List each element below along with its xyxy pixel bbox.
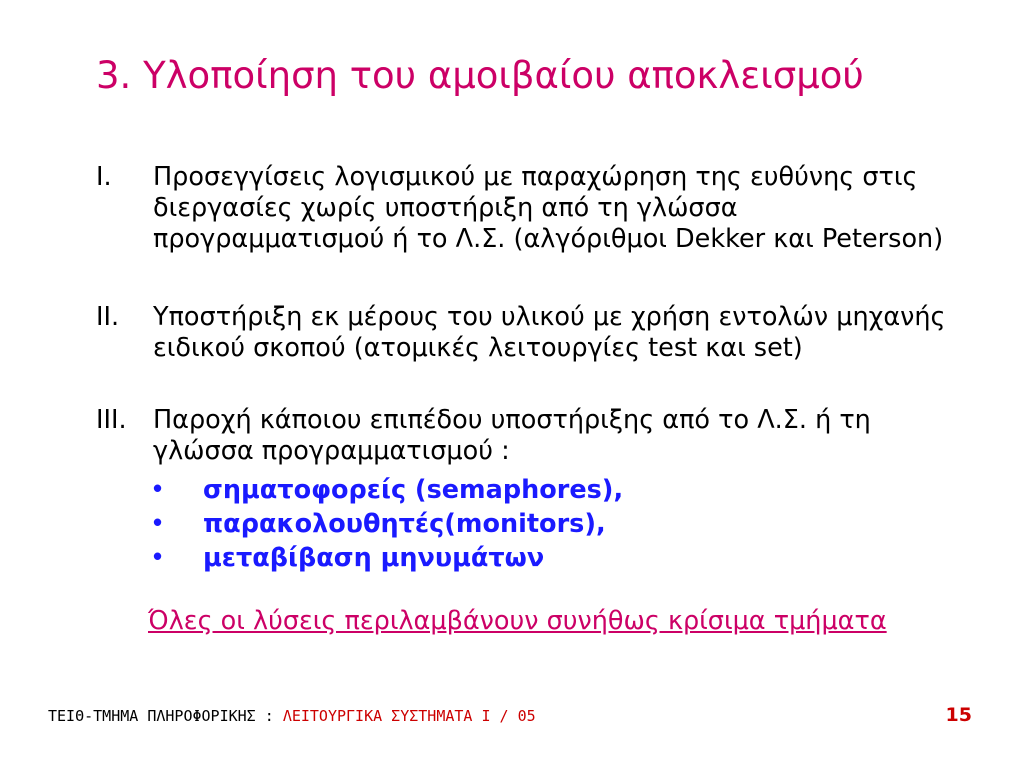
bullet-dot-icon: •: [150, 543, 166, 573]
list-item-number: I.: [96, 162, 112, 192]
footer-course: ΛΕΙΤΟΥΡΓΙΚΑ ΣΥΣΤΗΜΑΤΑ Ι / 05: [282, 707, 536, 725]
bullet-dot-icon: •: [150, 509, 166, 539]
sub-bullet-message-passing: [150, 542, 544, 574]
list-item-1: [96, 162, 976, 255]
list-item-number: III.: [96, 405, 127, 435]
sub-bullet-text: σηματοφορείς (semaphores),: [203, 475, 624, 505]
list-item-text: Προσεγγίσεις λογισμικού με παραχώρηση της ευθύνης στις διεργασίες χωρίς υποστήριξη από τη γλώσσα προγραμματισμού ή το Λ.Σ. (αλγόριθμοι Dekker και Peterson): [153, 162, 944, 254]
footer: [48, 706, 536, 726]
page-number: 15: [945, 704, 972, 726]
list-item-number: II.: [96, 302, 120, 332]
footer-department: ΤΕΙΘ-ΤΜΗΜΑ ΠΛΗΡΟΦΟΡΙΚΗΣ :: [48, 707, 283, 725]
list-item-2: [96, 302, 976, 364]
sub-bullet-semaphores: [150, 474, 623, 506]
sub-bullet-text: παρακολουθητές(monitors),: [203, 509, 606, 539]
sub-bullet-monitors: [150, 508, 606, 540]
sub-bullet-text: μεταβίβαση μηνυμάτων: [203, 543, 545, 573]
list-item-text: Υποστήριξη εκ μέρους του υλικού με χρήση εντολών μηχανής ειδικού σκοπού (ατομικές λειτουργίες test και set): [153, 302, 946, 363]
list-item-text: Παροχή κάποιου επιπέδου υποστήριξης από το Λ.Σ. ή τη γλώσσα προγραμματισμού :: [153, 405, 871, 466]
summary-note: Όλες οι λύσεις περιλαμβάνουν συνήθως κρίσιμα τμήματα: [148, 606, 887, 636]
list-item-3: [96, 405, 976, 467]
slide-title: 3. Υλοποίηση του αμοιβαίου αποκλεισμού: [96, 54, 864, 97]
bullet-dot-icon: •: [150, 475, 166, 505]
